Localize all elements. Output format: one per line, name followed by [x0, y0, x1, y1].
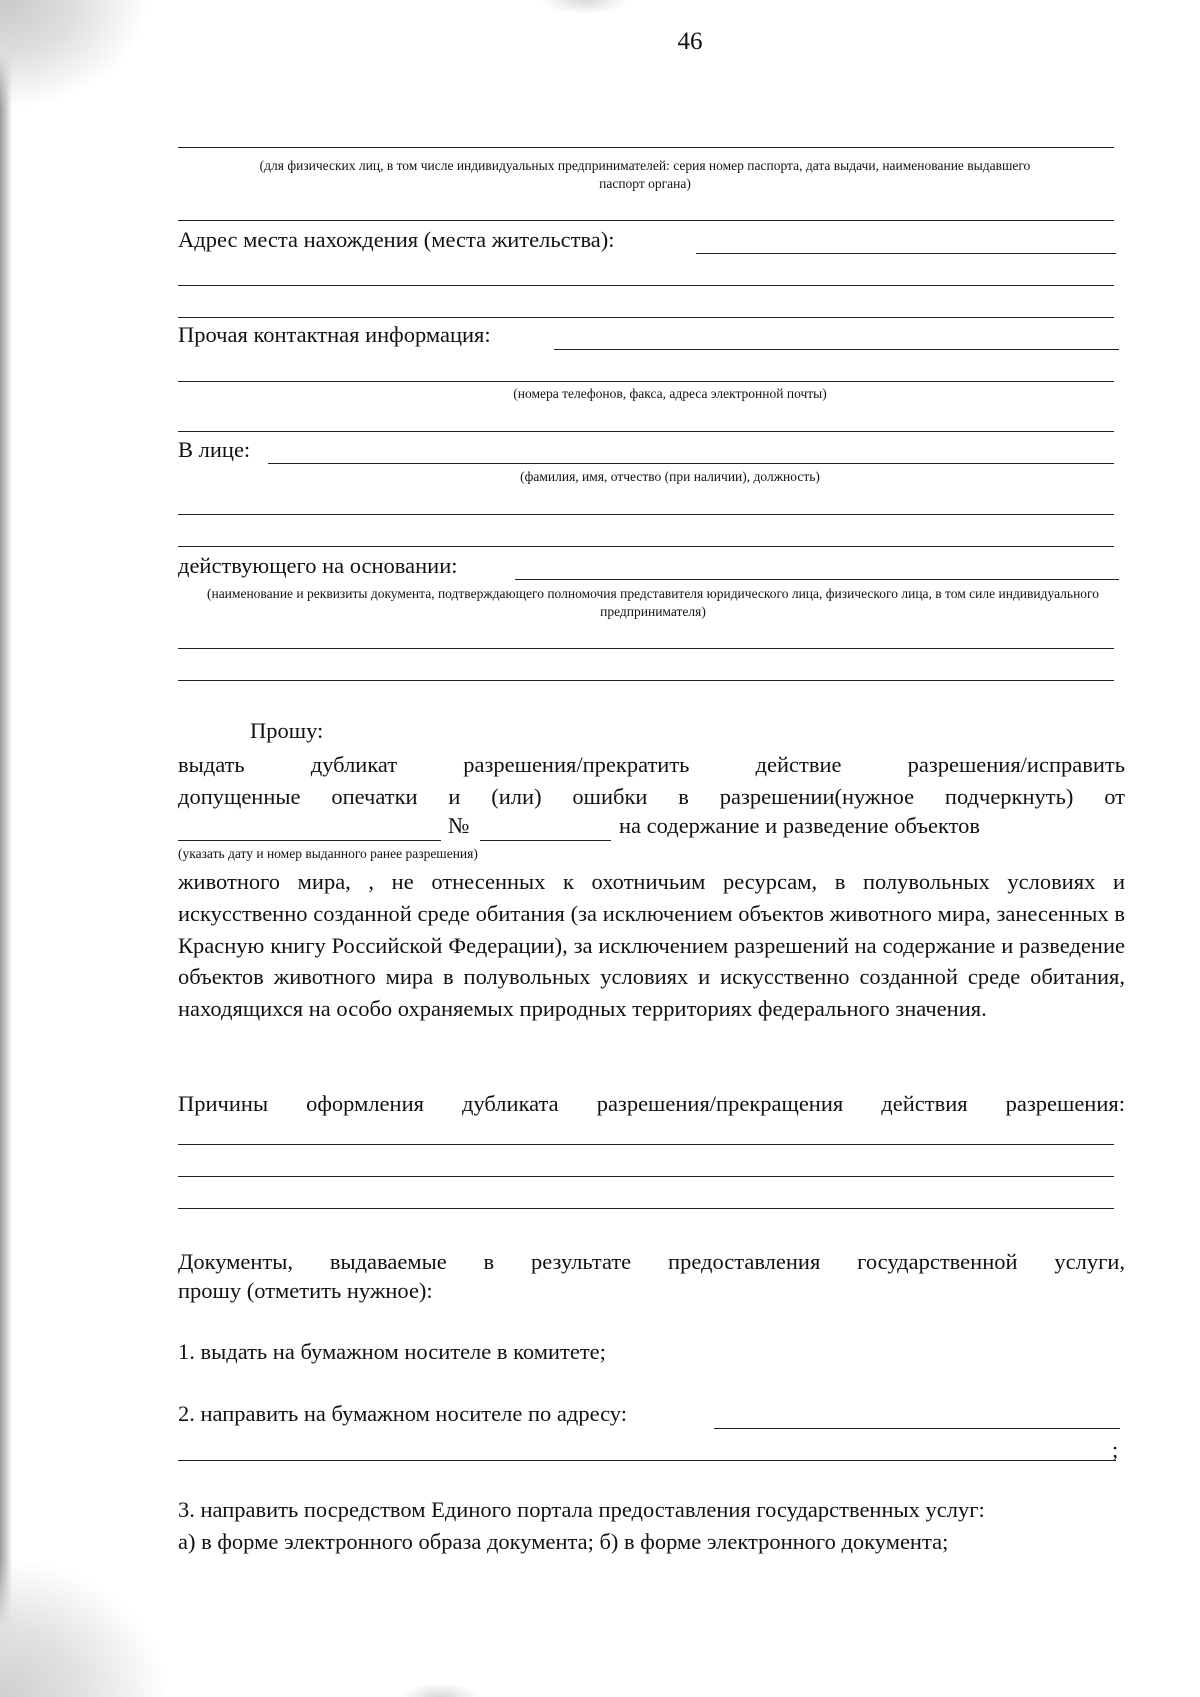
permit-date-field[interactable] — [178, 840, 441, 841]
address-line-3[interactable] — [178, 317, 1114, 318]
basis-label: действующего на основании: — [178, 553, 458, 578]
passport-line[interactable] — [178, 147, 1114, 148]
basis-line-3[interactable] — [178, 680, 1114, 681]
address-line-2[interactable] — [178, 285, 1114, 286]
option-2-end: ; — [1112, 1437, 1119, 1462]
scan-edge-shadow — [0, 0, 12, 1697]
option-1[interactable]: 1. выдать на бумажном носителе в комитете; — [178, 1339, 606, 1364]
basis-note: (наименование и реквизиты документа, подтверждающего полномочия представителя юридического лица, физического лица, в том силе индивидуального предпринимателя) — [206, 586, 1100, 619]
scan-noise — [400, 1683, 480, 1697]
mail-address-field[interactable] — [714, 1428, 1120, 1429]
person-label: В лице: — [178, 437, 251, 462]
basis-line-2[interactable] — [178, 648, 1114, 649]
option-2[interactable]: 2. направить на бумажном носителе по адресу: — [178, 1401, 628, 1426]
contact-note: (номера телефонов, факса, адреса электронной почты) — [513, 386, 827, 401]
scan-corner-artifact — [0, 1557, 170, 1697]
contact-line-3[interactable] — [178, 431, 1114, 432]
basis-field[interactable] — [515, 579, 1119, 580]
person-note: (фамилия, имя, отчество (при наличии), должность) — [520, 469, 820, 484]
contact-line-2[interactable] — [178, 381, 1114, 382]
person-field[interactable] — [268, 463, 1114, 464]
request-line-1: выдать дубликат разрешения/прекратить действие разрешения/исправить — [178, 752, 1125, 777]
number-sign: № — [448, 813, 470, 838]
contact-field[interactable] — [554, 349, 1119, 350]
option-3-forms: а) в форме электронного образа документа; б) в форме электронного документа; — [178, 1529, 949, 1554]
request-line-3-tail: на содержание и разведение объектов — [619, 813, 981, 838]
contact-label: Прочая контактная информация: — [178, 322, 491, 347]
date-note: (указать дату и номер выданного ранее разрешения) — [178, 846, 478, 861]
address-field[interactable] — [696, 253, 1116, 254]
option-3[interactable]: 3. направить посредством Единого портала предоставления государственных услуг: — [178, 1497, 985, 1522]
person-line-2[interactable] — [178, 514, 1114, 515]
passport-line-2[interactable] — [178, 220, 1114, 221]
request-line-2: допущенные опечатки и (или) ошибки в разрешении(нужное подчеркнуть) от — [178, 784, 1125, 809]
request-body: животного мира, , не отнесенных к охотничьим ресурсам, в полувольных условиях и искусственно созданной среде обитания (за исключением объектов животного мира, занесенных в Красную книгу Российской Федерации), за исключением разрешений на содержание и разведение объектов животного мира в полувольных условиях и искусственно созданной среде обитания, находящихся на особо охраняемых природных территориях федерального значения. — [178, 869, 1125, 1022]
reasons-line-1[interactable] — [178, 1144, 1114, 1145]
mail-address-line-2[interactable] — [178, 1460, 1116, 1461]
documents-line-2: прошу (отметить нужное): — [178, 1278, 433, 1303]
reasons-line-3[interactable] — [178, 1208, 1114, 1209]
scan-noise — [540, 0, 630, 14]
address-label: Адрес места нахождения (места жительства): — [178, 227, 615, 252]
reasons-line-2[interactable] — [178, 1176, 1114, 1177]
person-line-3[interactable] — [178, 546, 1114, 547]
documents-line-1: Документы, выдаваемые в результате предоставления государственной услуги, — [178, 1249, 1125, 1274]
passport-note: (для физических лиц, в том числе индивидуальных предпринимателей: серия номер паспорта, дата выдачи, наименование выдавшего паспорт органа) — [259, 158, 1031, 191]
page-number: 46 — [677, 28, 703, 55]
reasons-label: Причины оформления дубликата разрешения/прекращения действия разрешения: — [178, 1091, 1125, 1116]
request-heading: Прошу: — [250, 718, 324, 743]
permit-number-field[interactable] — [480, 840, 611, 841]
